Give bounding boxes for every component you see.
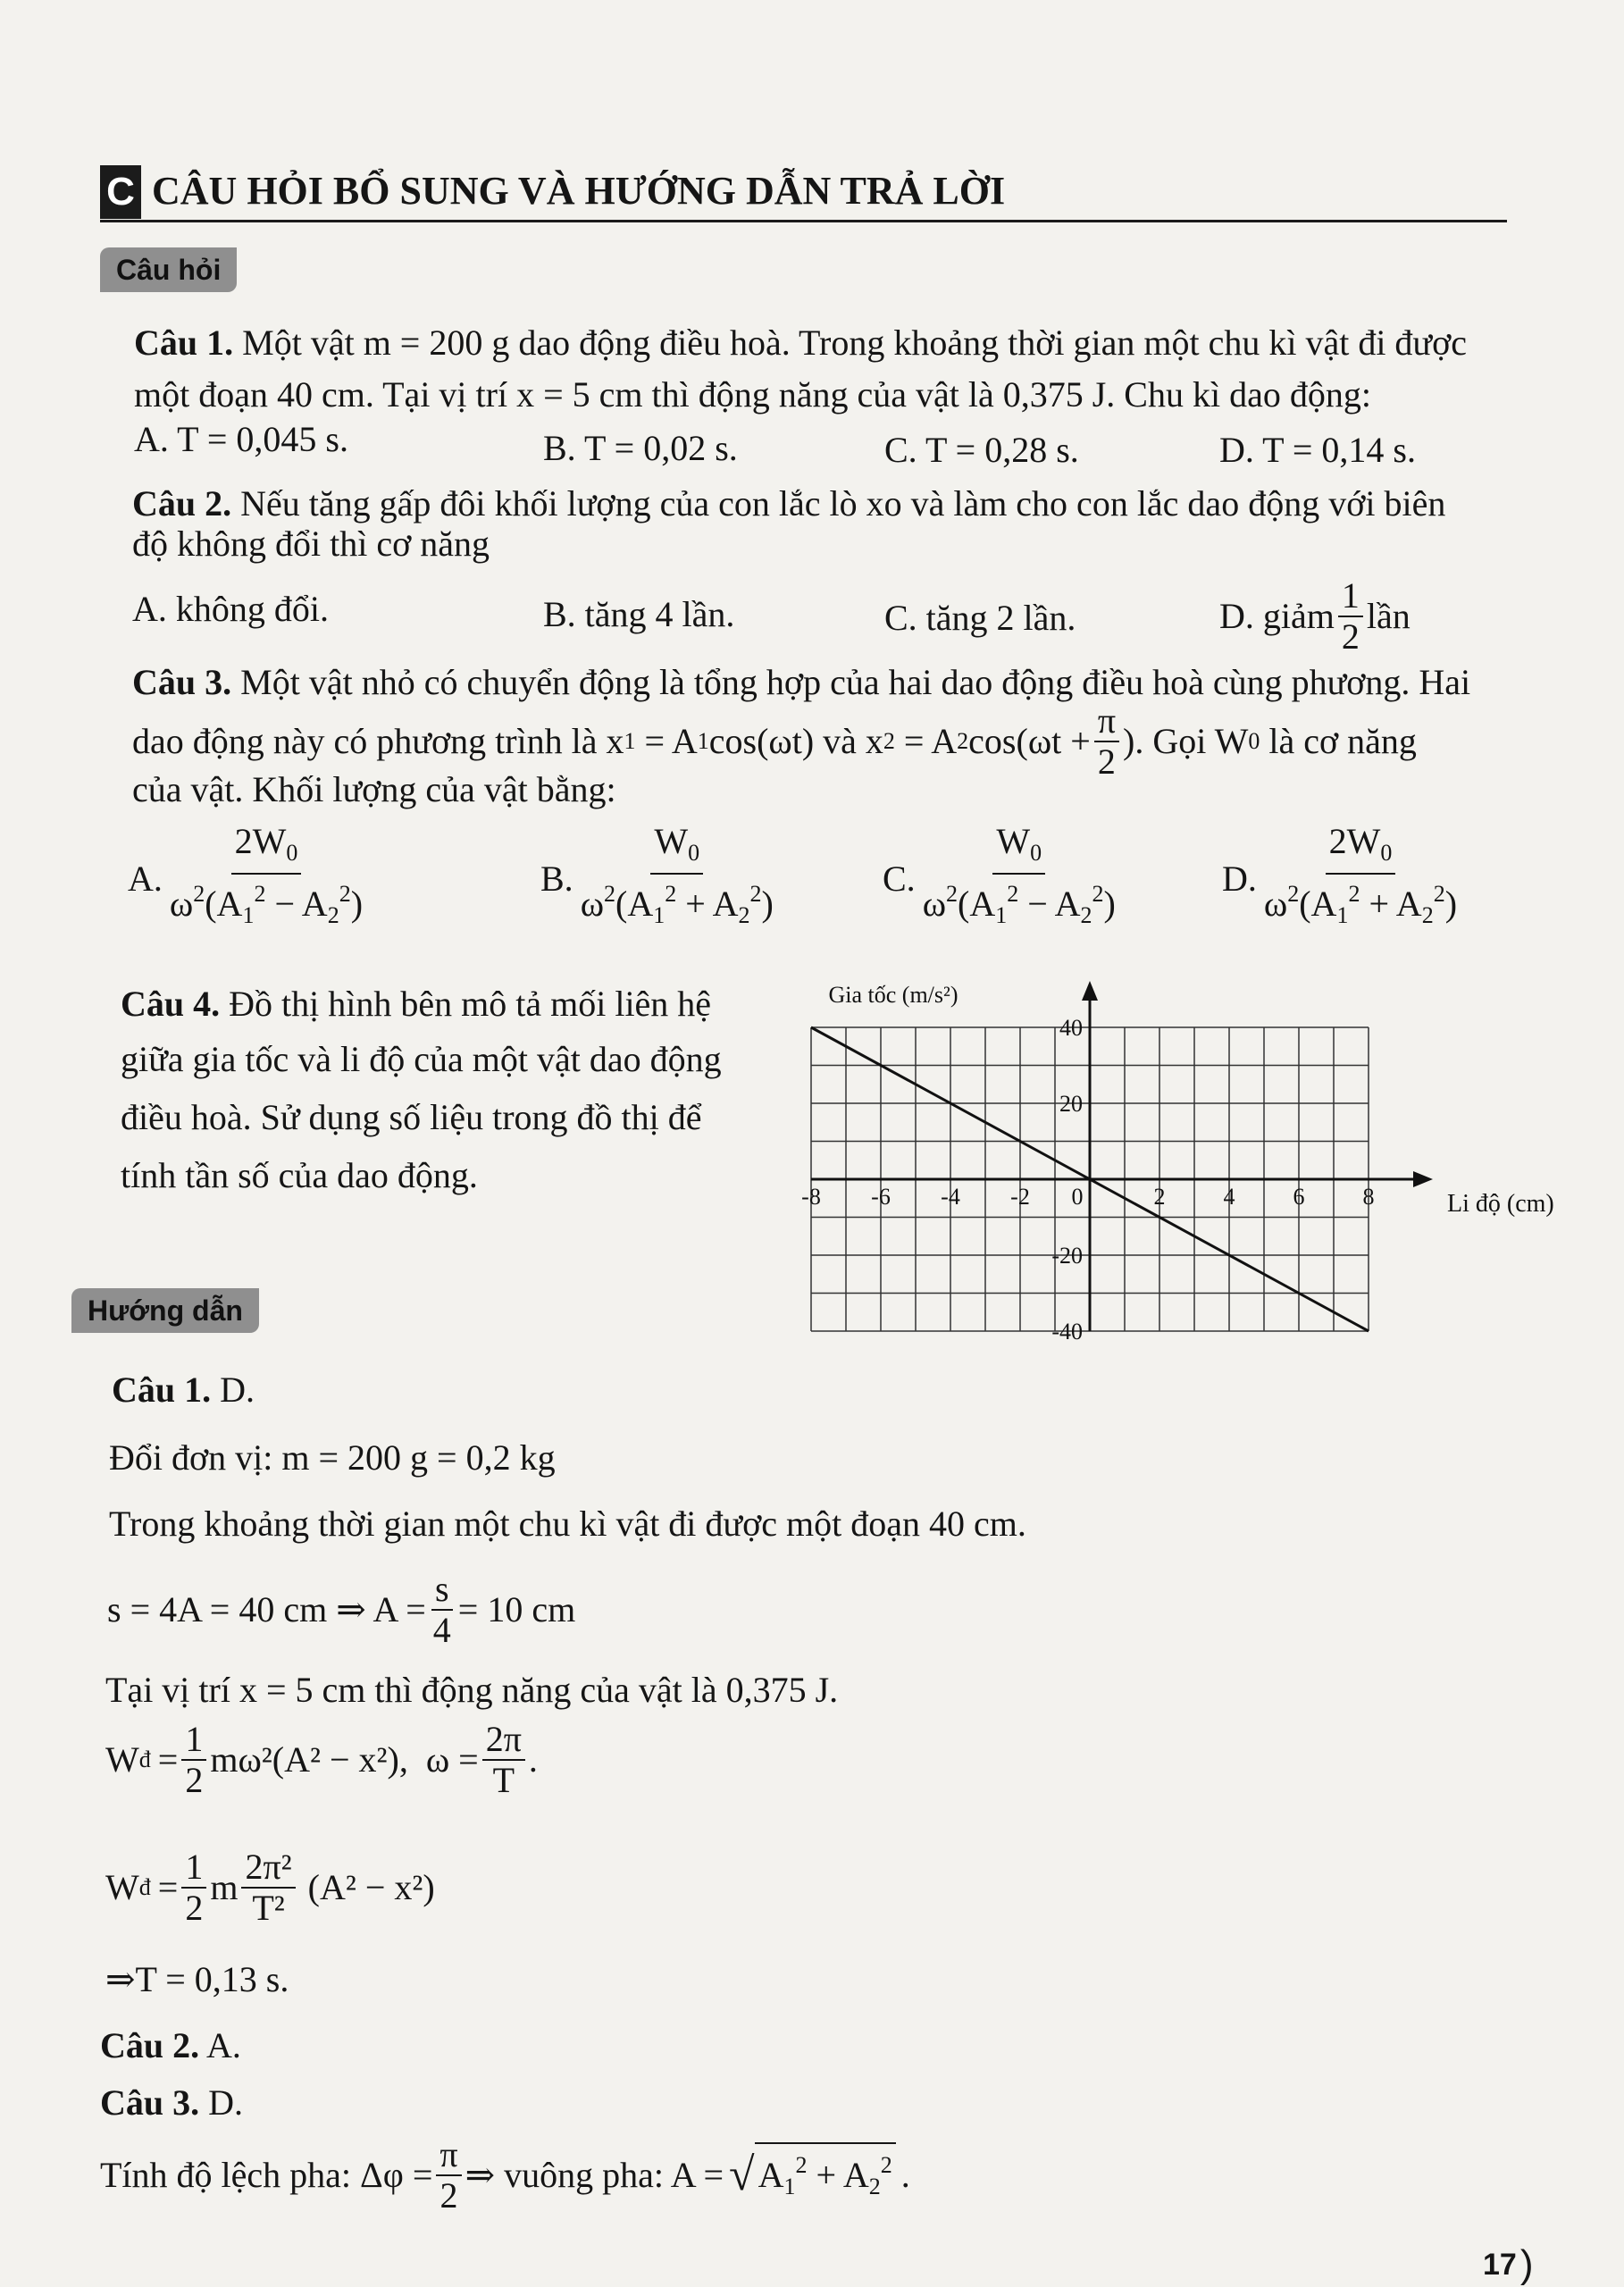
q3-d-den-w: ω [1263, 884, 1288, 924]
q3-l2e: cos(ωt + [968, 721, 1091, 761]
y-axis-label: Gia tốc (m/s²) [828, 982, 958, 1008]
ans-phase-mid: ⇒ vuông pha: A = [465, 2155, 724, 2195]
q4-line2: giữa gia tốc và li độ của một vật dao động [121, 1039, 722, 1079]
q3-a-num-text: 2W [234, 821, 287, 861]
ans-phase [100, 2135, 910, 2216]
q3-line1 [132, 661, 1470, 704]
q2-d-suffix: lần [1366, 596, 1411, 636]
q3-text1: Một vật nhỏ có chuyển động là tổng hợp của hai dao động điều hoà cùng phương. Hai [240, 662, 1471, 702]
ans-phase-s2: 2 [868, 2174, 881, 2199]
q3-line3: của vật. Khối lượng của vật bằng: [132, 769, 616, 809]
ans-wd2-half-den: 2 [185, 1888, 204, 1928]
q3-b-den-a: (A [615, 884, 654, 924]
page-bracket-icon: ) [1519, 2242, 1534, 2286]
x-tick-label: -8 [801, 1184, 821, 1210]
q3-c-den-a: (A [958, 884, 996, 924]
q3-c-num-sub: 0 [1030, 840, 1042, 866]
ans-wd2-w: W [105, 1867, 139, 1907]
q2-option-c: C. tăng 2 lần. [884, 598, 1076, 638]
q3-sub0: 0 [1248, 728, 1260, 754]
a2-value: A. [205, 2025, 241, 2065]
ans-phase-p1: 2 [795, 2152, 808, 2178]
y-axis-arrow-icon [1082, 981, 1098, 1001]
q3-d-den-sq: 2 [1287, 881, 1300, 907]
ans-path: Trong khoảng thời gian một chu kì vật đi được một đoạn 40 cm. [109, 1504, 1026, 1544]
q1-line1 [134, 322, 1467, 364]
q3-l2b: = A [635, 721, 698, 761]
q3-option-a [128, 822, 370, 935]
q2-option-d [1219, 576, 1411, 657]
a1-value: D. [220, 1370, 255, 1410]
q3-option-d [1222, 822, 1464, 935]
ans-phase-frac [436, 2135, 461, 2216]
a2-label: Câu 2. [100, 2025, 200, 2065]
q3-c-den [919, 875, 1119, 935]
a1-label: Câu 1. [112, 1370, 212, 1410]
q3-a-den-sq: 2 [193, 881, 205, 907]
q3-a-num-sub: 0 [286, 840, 298, 866]
a1-line [112, 1369, 255, 1412]
q3-two: 2 [1097, 741, 1116, 782]
section-title: CÂU HỎI BỔ SUNG VÀ HƯỚNG DẪN TRẢ LỜI [152, 169, 1006, 213]
q3-b-num-text: W [654, 821, 689, 861]
q3-c-den-close: ) [1103, 884, 1116, 924]
q3-c-den-p1: 2 [1007, 881, 1019, 907]
q3-b-den-p2: 2 [749, 881, 762, 907]
page-number-text: 17 [1483, 2247, 1517, 2282]
q3-d-num-text: 2W [1328, 821, 1381, 861]
q4-line3: điều hoà. Sử dụng số liệu trong đồ thị để [121, 1097, 702, 1137]
ans-s-pre: s = 4A = 40 cm ⇒ A = [107, 1589, 426, 1629]
ans-wd2-m: m [210, 1867, 239, 1907]
q3-b-label: B. [540, 858, 573, 899]
q3-c-num-text: W [996, 821, 1031, 861]
q3-b-num [650, 822, 703, 875]
ans-phase-root [755, 2142, 896, 2208]
q3-l2a: dao động này có phương trình là x [132, 721, 624, 761]
q3-d-den-s2: 2 [1421, 902, 1434, 928]
q1-option-c: C. T = 0,28 s. [884, 430, 1079, 470]
ans-omega-frac [482, 1720, 525, 1800]
q4-line1 [121, 983, 711, 1026]
q3-c-den-sq: 2 [946, 881, 958, 907]
x-tick-label: -2 [1010, 1184, 1030, 1210]
ans-s-den: 4 [432, 1610, 451, 1650]
q2-line2: độ không đổi thì cơ năng [132, 524, 490, 564]
q3-d-label: D. [1222, 858, 1257, 899]
q3-a-num [231, 822, 302, 875]
q3-c-den-op: − A [1018, 884, 1081, 924]
a2-line [100, 2024, 241, 2067]
q3-b-den-s2: 2 [738, 902, 750, 928]
x-tick-label: 2 [1153, 1184, 1166, 1210]
x-tick-label: 4 [1223, 1184, 1235, 1210]
q3-a-den-a: (A [205, 884, 243, 924]
q3-sub2b: 2 [957, 728, 969, 754]
ans-wd2-half-num: 1 [181, 1847, 206, 1889]
q3-l2d: = A [894, 721, 958, 761]
q1-option-d: D. T = 0,14 s. [1219, 430, 1416, 470]
a3-label: Câu 3. [100, 2082, 200, 2123]
q2-text1: Nếu tăng gấp đôi khối lượng của con lắc lò xo và làm cho con lắc dao động với biên [240, 483, 1446, 524]
ans-wd2-end: (A² − x²) [307, 1867, 435, 1907]
ans-wd1 [105, 1720, 538, 1800]
q3-d-num [1326, 822, 1396, 875]
x-tick-label: 0 [1071, 1184, 1084, 1210]
q3-d-den-close: ) [1444, 884, 1458, 924]
q3-b-num-sub: 0 [688, 840, 700, 866]
x-tick-label: -4 [941, 1184, 960, 1210]
ans-phase-pre: Tính độ lệch pha: Δφ = [100, 2155, 433, 2195]
ans-wd2-den: T² [252, 1888, 285, 1928]
q2-d-den: 2 [1341, 616, 1360, 657]
ans-t-result: ⇒T = 0,13 s. [105, 1959, 289, 1999]
q3-option-c [883, 822, 1123, 935]
ans-s-eq [107, 1570, 575, 1650]
q3-d-num-sub: 0 [1380, 840, 1393, 866]
q2-d-fraction [1338, 576, 1363, 657]
ans-phase-plus: + A [807, 2155, 869, 2195]
x-axis-label: Li độ (cm) [1447, 1190, 1554, 1218]
ans-wd1-eq: = [157, 1739, 179, 1780]
ans-phase-a1: A [758, 2155, 784, 2195]
y-tick-label: -40 [1051, 1319, 1083, 1345]
q3-label: Câu 3. [132, 662, 232, 702]
ans-phase-p2: 2 [880, 2152, 892, 2178]
ans-wd2-frac [241, 1847, 295, 1928]
q3-c-frac [919, 822, 1119, 935]
q4-label: Câu 4. [121, 984, 221, 1024]
q2-d-prefix: D. giảm [1219, 596, 1335, 636]
ans-wd1-end: . [528, 1739, 538, 1780]
q3-d-den-a: (A [1299, 884, 1337, 924]
q2-label: Câu 2. [132, 483, 232, 524]
q3-a-den-close: ) [350, 884, 364, 924]
q3-c-den-p2: 2 [1092, 881, 1104, 907]
ans-phase-s1: 1 [783, 2174, 796, 2199]
q3-l2c: cos(ωt) và x [708, 721, 883, 761]
ans-s-frac [430, 1570, 455, 1650]
q3-a-label: A. [128, 858, 163, 899]
x-tick-label: 8 [1362, 1184, 1375, 1210]
q3-d-den-p2: 2 [1433, 881, 1445, 907]
q3-sub2: 2 [883, 728, 895, 754]
q3-a-den-op: − A [265, 884, 328, 924]
q3-b-den-w: ω [580, 884, 605, 924]
q3-b-den-op: + A [676, 884, 739, 924]
q3-sub1b: 1 [697, 728, 709, 754]
q3-c-num [992, 822, 1045, 875]
q1-line2: một đoạn 40 cm. Tại vị trí x = 5 cm thì động năng của vật là 0,375 J. Chu kì dao động: [134, 374, 1371, 415]
q3-pi-half [1094, 701, 1119, 782]
q1-text1: Một vật m = 200 g dao động điều hoà. Trong khoảng thời gian một chu kì vật đi được [242, 323, 1468, 363]
q4-chart [786, 974, 1554, 1358]
ans-s-post: = 10 cm [457, 1589, 576, 1629]
ans-wd2 [105, 1847, 435, 1928]
q3-a-den-w: ω [169, 884, 194, 924]
q3-d-den-s1: 1 [1336, 902, 1349, 928]
ans-wd2-half [181, 1847, 206, 1928]
q3-b-den-s1: 1 [653, 902, 666, 928]
ans-wd1-half-den: 2 [185, 1760, 204, 1800]
q3-c-den-s2: 2 [1080, 902, 1092, 928]
q3-c-den-s1: 1 [995, 902, 1008, 928]
ans-phase-num: π [436, 2135, 461, 2176]
q1-option-b: B. T = 0,02 s. [543, 428, 738, 468]
ans-wd2-sub: đ [138, 1874, 151, 1900]
q3-d-den-p1: 2 [1348, 881, 1360, 907]
q1-label: Câu 1. [134, 323, 234, 363]
q3-l2f: ). Gọi W [1123, 721, 1249, 761]
x-axis-arrow-icon [1413, 1171, 1433, 1187]
ans-wd1-sub: đ [138, 1747, 151, 1772]
y-tick-label: 40 [1059, 1015, 1083, 1041]
q3-a-den-s1: 1 [242, 902, 255, 928]
q3-b-den-close: ) [761, 884, 774, 924]
q3-c-den-w: ω [922, 884, 947, 924]
guide-tag: Hướng dẫn [71, 1288, 259, 1333]
ans-omega-den: T [492, 1760, 515, 1800]
q3-a-den-p2: 2 [339, 881, 351, 907]
x-tick-label: -6 [871, 1184, 891, 1210]
q3-b-den-sq: 2 [604, 881, 616, 907]
q3-pi: π [1094, 701, 1119, 742]
ans-wd2-eq: = [157, 1867, 179, 1907]
section-letter: C [100, 165, 141, 219]
q3-option-b [540, 822, 781, 935]
q3-a-frac [166, 822, 366, 935]
q3-l2g: là cơ năng [1260, 721, 1417, 761]
x-tick-label: 6 [1293, 1184, 1305, 1210]
q1-option-a: A. T = 0,045 s. [134, 419, 348, 459]
a3-value: D. [208, 2082, 244, 2123]
ans-unit: Đổi đơn vị: m = 200 g = 0,2 kg [109, 1437, 556, 1478]
questions-tag: Câu hỏi [100, 247, 237, 292]
a3-line [100, 2082, 243, 2124]
ans-omega-num: 2π [482, 1720, 525, 1761]
page-number [1483, 2242, 1533, 2287]
q3-a-den [166, 875, 366, 935]
sqrt-icon: √ [729, 2149, 755, 2200]
q2-line1 [132, 482, 1445, 525]
ans-wd1-half-num: 1 [181, 1720, 206, 1761]
q3-sub1: 1 [624, 728, 636, 754]
q3-a-den-p1: 2 [254, 881, 266, 907]
q3-c-label: C. [883, 858, 916, 899]
y-tick-label: -20 [1051, 1243, 1083, 1269]
q3-a-den-s2: 2 [327, 902, 339, 928]
ans-wd1-w: W [105, 1739, 139, 1780]
q2-option-a: A. không đổi. [132, 589, 329, 629]
q3-d-frac [1260, 822, 1461, 935]
q3-b-frac [577, 822, 777, 935]
ans-phase-den: 2 [439, 2175, 458, 2216]
q3-b-den [577, 875, 777, 935]
y-tick-label: 20 [1059, 1091, 1083, 1117]
q4-text1: Đồ thị hình bên mô tả mối liên hệ [229, 984, 712, 1024]
q3-b-den-p1: 2 [665, 881, 677, 907]
ans-wd2-num: 2π² [241, 1847, 295, 1889]
ans-s-num: s [431, 1570, 453, 1611]
q3-d-den [1260, 875, 1461, 935]
section-underline [100, 220, 1507, 222]
q3-d-den-op: + A [1360, 884, 1422, 924]
q2-option-b: B. tăng 4 lần. [543, 594, 735, 634]
ans-pos: Tại vị trí x = 5 cm thì động năng của vật là 0,375 J. [105, 1670, 839, 1710]
q2-d-num: 1 [1338, 576, 1363, 617]
ans-wd1-half [181, 1720, 206, 1800]
ans-wd1-mid: mω²(A² − x²), ω = [210, 1739, 479, 1780]
ans-phase-end: . [900, 2155, 910, 2195]
q4-line4: tính tần số của dao động. [121, 1155, 478, 1195]
